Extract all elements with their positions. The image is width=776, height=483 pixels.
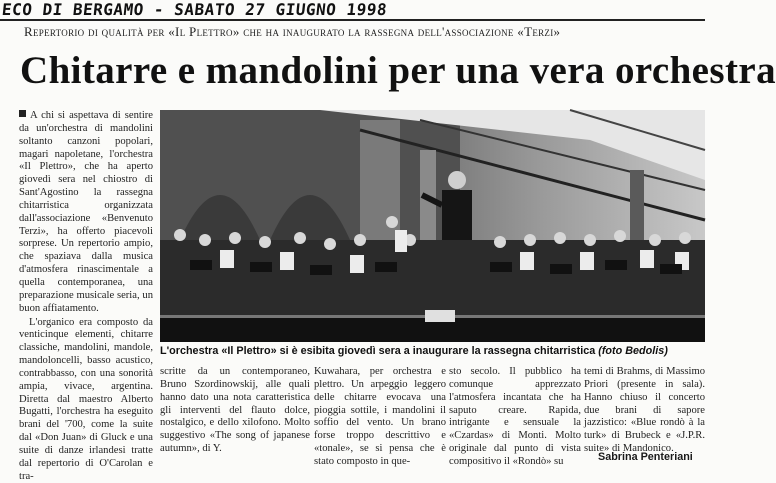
photo-caption [160,345,705,357]
photo-credit: (foto Bedolis) [598,345,668,357]
orchestra-photo [160,110,705,342]
article-column-5: temi di Brahms, di Massimo Priori (presente in sala). Hanno chiuso il concerto due brani di sapore jazzistico: «Blue rondò à la turk» di Brubeck e «J.P.R. suite» di Mandonico. [584,366,705,453]
top-rule [0,19,705,21]
author-signature: Sabrina Penteriani [598,451,693,463]
column-1-text: A chi si aspettava di sentire da un'orchestra di mandolini soltanto canzoni popolari, magari napoletane, l'orchestra «Il Plettro», che ha aperto giovedì sera nel chiostro di Sant'Agostino la rassegna chitarristica organizzata dall'associazione «Benvenuto Terzi», ha offerto piacevoli sorprese. Un repertorio ampio, che spaziava dalla musica d'atmosfera rinascimentale a quella contemporanea, una preparazione musicale seria, un buon affiatamento. [19,110,153,314]
article-column-1 [19,110,153,469]
handwritten-date-note: ECO DI BERGAMO - SABATO 27 GIUGNO 1998 [1,0,388,19]
article-column-2: scritte da un contemporaneo, Bruno Szordinowskij, alle quali hanno dato una nota caratteristica gli interventi del flauto dolce, nostalgico, e dello xilofono. Molto suggestivo «The song of japanese autumn», di Y. [160,366,310,469]
article-headline: Chitarre e mandolini per una vera orchestra [20,49,776,93]
paragraph-marker [19,110,26,117]
article-column-3: Kuwahara, per orchestra e plettro. Un arpeggio leggero delle chitarre evocava una pioggia sottile, i mandolini il soffio del vento. Un brano forse troppo descrittivo e «tonale», se si pensa che è stato composto in que- [314,366,446,469]
column-1b-text: L'organico era composto da venticinque elementi, chitarre classiche, mandolini, mandole, mandoloncelli, basso acustico, contrabbasso, con una sonorità ampia, vivace, argentina. Diretta dal maestro Alberto Bugatti, l'orchestra ha eseguito brani del '700, come la suite dal «Don Juan» di Gluck e una suite di danze irlandesi tratte dal repertorio di O'Carolan e tra- [19,317,153,483]
article-column-4: sto secolo. Il pubblico ha comunque apprezzato l'atmosfera incantata che ha saputo creare. Rapida, intrigante e sensuale la «Czardas» di Monti. Molto originale dal punto di vista compositivo il «Rondò» su [449,366,581,469]
photo-caption-text: L'orchestra «Il Plettro» si è esibita giovedì sera a inaugurare la rassegna chitarristica [160,345,595,357]
article-kicker: Repertorio di qualità per «Il Plettro» che ha inaugurato la rassegna dell'associazione «Terzi» [24,24,560,40]
